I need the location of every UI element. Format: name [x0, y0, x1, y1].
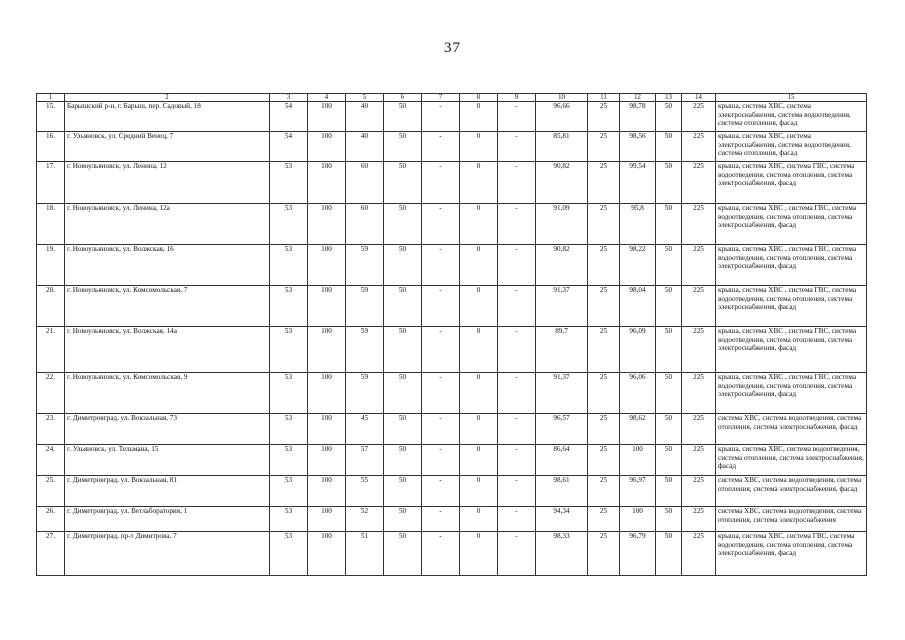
col-8-value: 0 [460, 245, 498, 286]
col-14-value: 225 [682, 286, 716, 327]
row-number: 25. [37, 476, 65, 507]
row-number: 24. [37, 445, 65, 476]
col-12-value: 98,78 [620, 102, 656, 132]
col-14-value: 225 [682, 414, 716, 445]
col-12-value: 98,04 [620, 286, 656, 327]
col-14-value: 225 [682, 162, 716, 204]
col-5-value: 57 [346, 445, 384, 476]
col-8-value: 0 [460, 327, 498, 373]
col-12-value: 99,54 [620, 162, 656, 204]
address: г. Новоульяновск, ул. Ленина, 12 [65, 162, 270, 204]
col-8-value: 0 [460, 204, 498, 245]
col-3-value: 53 [270, 286, 308, 327]
col-6-value: 50 [384, 245, 422, 286]
table-row [37, 102, 867, 132]
column-number: 5 [346, 94, 384, 102]
table-row [37, 445, 867, 476]
table-row [37, 162, 867, 204]
col-4-value: 100 [308, 245, 346, 286]
col-7-value: - [422, 373, 460, 414]
works-list: система ХВС, система водоотведения, система отопления, система электроснабжения, фасад [716, 414, 867, 445]
row-number: 22. [37, 373, 65, 414]
table-row [37, 507, 867, 532]
table-row [37, 286, 867, 327]
col-14-value: 225 [682, 476, 716, 507]
address: г. Новоульяновск, ул. Ленина, 12а [65, 204, 270, 245]
col-3-value: 53 [270, 414, 308, 445]
works-list: система ХВС, система водоотведения, система отопления, система электроснабжения [716, 507, 867, 532]
col-5-value: 60 [346, 204, 384, 245]
col-8-value: 0 [460, 414, 498, 445]
col-7-value: - [422, 102, 460, 132]
address: г. Димитровград, ул. Ветлаборатория, 1 [65, 507, 270, 532]
col-10-value: 96,57 [536, 414, 588, 445]
col-12-value: 96,97 [620, 476, 656, 507]
col-10-value: 91,09 [536, 204, 588, 245]
col-4-value: 100 [308, 445, 346, 476]
col-7-value: - [422, 507, 460, 532]
col-13-value: 50 [656, 507, 682, 532]
col-13-value: 50 [656, 132, 682, 162]
col-5-value: 59 [346, 327, 384, 373]
col-3-value: 53 [270, 445, 308, 476]
col-14-value: 225 [682, 532, 716, 576]
address: г. Новоульяновск, ул. Волжская, 16 [65, 245, 270, 286]
column-number: 15 [716, 94, 867, 102]
col-8-value: 0 [460, 162, 498, 204]
address: г. Новоульяновск, ул. Волжская, 14а [65, 327, 270, 373]
col-6-value: 50 [384, 414, 422, 445]
col-3-value: 53 [270, 507, 308, 532]
col-4-value: 100 [308, 204, 346, 245]
table-row [37, 532, 867, 576]
row-number: 23. [37, 414, 65, 445]
col-3-value: 53 [270, 373, 308, 414]
col-9-value: - [498, 373, 536, 414]
col-6-value: 50 [384, 445, 422, 476]
col-3-value: 54 [270, 132, 308, 162]
col-6-value: 50 [384, 162, 422, 204]
col-8-value: 0 [460, 132, 498, 162]
page-number: 37 [444, 40, 461, 56]
col-13-value: 50 [656, 445, 682, 476]
table-row [37, 327, 867, 373]
col-11-value: 25 [588, 286, 620, 327]
col-8-value: 0 [460, 507, 498, 532]
column-number: 10 [536, 94, 588, 102]
col-7-value: - [422, 414, 460, 445]
col-10-value: 91,37 [536, 373, 588, 414]
col-12-value: 96,09 [620, 327, 656, 373]
col-6-value: 50 [384, 373, 422, 414]
col-9-value: - [498, 204, 536, 245]
column-number: 8 [460, 94, 498, 102]
col-6-value: 50 [384, 286, 422, 327]
address: г. Димитровград, ул. Вокзальная, 73 [65, 414, 270, 445]
col-9-value: - [498, 162, 536, 204]
col-11-value: 25 [588, 373, 620, 414]
col-7-value: - [422, 532, 460, 576]
row-number: 19. [37, 245, 65, 286]
col-4-value: 100 [308, 373, 346, 414]
col-4-value: 100 [308, 327, 346, 373]
table-row [37, 414, 867, 445]
col-14-value: 225 [682, 102, 716, 132]
col-13-value: 50 [656, 476, 682, 507]
col-6-value: 50 [384, 132, 422, 162]
col-11-value: 25 [588, 476, 620, 507]
column-number: 11 [588, 94, 620, 102]
col-13-value: 50 [656, 373, 682, 414]
address: г. Димитровград, пр-т Димитрова, 7 [65, 532, 270, 576]
row-number: 16. [37, 132, 65, 162]
col-7-value: - [422, 445, 460, 476]
col-7-value: - [422, 245, 460, 286]
col-11-value: 25 [588, 132, 620, 162]
col-3-value: 53 [270, 204, 308, 245]
col-6-value: 50 [384, 476, 422, 507]
col-5-value: 59 [346, 245, 384, 286]
col-10-value: 89,7 [536, 327, 588, 373]
col-3-value: 53 [270, 162, 308, 204]
column-number: 14 [682, 94, 716, 102]
column-number: 7 [422, 94, 460, 102]
row-number: 21. [37, 327, 65, 373]
col-13-value: 50 [656, 327, 682, 373]
works-list: крыша, система ХВС, система электроснабжения, система водоотведения, система отопления, фасад [716, 132, 867, 162]
col-11-value: 25 [588, 204, 620, 245]
col-8-value: 0 [460, 373, 498, 414]
col-7-value: - [422, 286, 460, 327]
row-number: 27. [37, 532, 65, 576]
col-11-value: 25 [588, 445, 620, 476]
col-9-value: - [498, 476, 536, 507]
col-10-value: 90,82 [536, 245, 588, 286]
col-6-value: 50 [384, 532, 422, 576]
works-list: крыша, система ХВС , система ГВС, система водоотведения, система отопления, система электроснабжения, фасад [716, 245, 867, 286]
col-3-value: 53 [270, 245, 308, 286]
col-11-value: 25 [588, 507, 620, 532]
col-10-value: 86,64 [536, 445, 588, 476]
col-4-value: 100 [308, 132, 346, 162]
capital-repair-table [36, 93, 867, 576]
col-7-value: - [422, 476, 460, 507]
works-list: крыша, система ХВС , система ГВС, система водоотведения, система отопления, система электроснабжения, фасад [716, 204, 867, 245]
col-14-value: 225 [682, 132, 716, 162]
col-11-value: 25 [588, 245, 620, 286]
col-6-value: 50 [384, 102, 422, 132]
address: г. Ульяновск, ул. Тельмана, 15 [65, 445, 270, 476]
col-8-value: 0 [460, 102, 498, 132]
works-list: крыша, система ХВС , система ГВС, система водоотведения, система отопления, система электроснабжения, фасад [716, 286, 867, 327]
col-5-value: 40 [346, 132, 384, 162]
column-number: 12 [620, 94, 656, 102]
col-5-value: 60 [346, 162, 384, 204]
col-5-value: 55 [346, 476, 384, 507]
col-4-value: 100 [308, 414, 346, 445]
col-8-value: 0 [460, 445, 498, 476]
works-list: крыша, система ХВС, система ГВС, система водоотведения, система отопления, система электроснабжения, фасад [716, 532, 867, 576]
col-12-value: 96,79 [620, 532, 656, 576]
col-9-value: - [498, 507, 536, 532]
col-12-value: 100 [620, 445, 656, 476]
col-10-value: 94,34 [536, 507, 588, 532]
col-6-value: 50 [384, 327, 422, 373]
works-list: система ХВС, система водоотведения, система отопления, система электроснабжения, фасад [716, 476, 867, 507]
row-number: 18. [37, 204, 65, 245]
col-13-value: 50 [656, 532, 682, 576]
column-number: 2 [65, 94, 270, 102]
col-7-value: - [422, 204, 460, 245]
col-13-value: 50 [656, 286, 682, 327]
column-number: 6 [384, 94, 422, 102]
works-list: крыша, система ХВС, система ГВС, система водоотведения, система отопления, система электроснабжения, фасад [716, 162, 867, 204]
col-10-value: 98,61 [536, 476, 588, 507]
row-number: 20. [37, 286, 65, 327]
col-10-value: 98,33 [536, 532, 588, 576]
col-7-value: - [422, 132, 460, 162]
col-11-value: 25 [588, 162, 620, 204]
col-14-value: 225 [682, 445, 716, 476]
col-8-value: 0 [460, 532, 498, 576]
col-10-value: 90,82 [536, 162, 588, 204]
col-3-value: 54 [270, 102, 308, 132]
address: г. Новоульяновск, ул. Комсомольская, 9 [65, 373, 270, 414]
column-number: 3 [270, 94, 308, 102]
col-3-value: 53 [270, 327, 308, 373]
col-5-value: 45 [346, 414, 384, 445]
col-4-value: 100 [308, 102, 346, 132]
col-4-value: 100 [308, 162, 346, 204]
col-8-value: 0 [460, 476, 498, 507]
col-8-value: 0 [460, 286, 498, 327]
col-12-value: 96,06 [620, 373, 656, 414]
works-list: крыша, система ХВС , система ГВС, система водоотведения, система отопления, система электроснабжения, фасад [716, 327, 867, 373]
col-12-value: 100 [620, 507, 656, 532]
col-12-value: 95,8 [620, 204, 656, 245]
col-13-value: 50 [656, 245, 682, 286]
col-13-value: 50 [656, 204, 682, 245]
col-5-value: 40 [346, 102, 384, 132]
table-row [37, 132, 867, 162]
col-10-value: 91,37 [536, 286, 588, 327]
table-row [37, 204, 867, 245]
col-5-value: 59 [346, 373, 384, 414]
col-11-value: 25 [588, 414, 620, 445]
col-4-value: 100 [308, 286, 346, 327]
col-12-value: 98,22 [620, 245, 656, 286]
col-11-value: 25 [588, 532, 620, 576]
col-9-value: - [498, 132, 536, 162]
col-7-value: - [422, 327, 460, 373]
row-number: 17. [37, 162, 65, 204]
column-number: 9 [498, 94, 536, 102]
col-13-value: 50 [656, 102, 682, 132]
col-9-value: - [498, 445, 536, 476]
works-list: крыша, система ХВС, система электроснабжения, система водоотведения, система отопления, фасад [716, 102, 867, 132]
col-9-value: - [498, 414, 536, 445]
column-number: 4 [308, 94, 346, 102]
col-13-value: 50 [656, 414, 682, 445]
col-9-value: - [498, 245, 536, 286]
col-14-value: 225 [682, 204, 716, 245]
col-3-value: 53 [270, 532, 308, 576]
col-6-value: 50 [384, 204, 422, 245]
column-number: 13 [656, 94, 682, 102]
column-number-row [37, 94, 867, 102]
table-row [37, 373, 867, 414]
col-9-value: - [498, 286, 536, 327]
row-number: 26. [37, 507, 65, 532]
col-13-value: 50 [656, 162, 682, 204]
col-9-value: - [498, 327, 536, 373]
table-row [37, 245, 867, 286]
col-11-value: 25 [588, 327, 620, 373]
col-7-value: - [422, 162, 460, 204]
col-4-value: 100 [308, 476, 346, 507]
address: г. Ульяновск, ул. Средний Венец, 7 [65, 132, 270, 162]
col-9-value: - [498, 532, 536, 576]
col-12-value: 98,56 [620, 132, 656, 162]
col-9-value: - [498, 102, 536, 132]
col-11-value: 25 [588, 102, 620, 132]
col-10-value: 96,66 [536, 102, 588, 132]
col-4-value: 100 [308, 532, 346, 576]
col-14-value: 225 [682, 327, 716, 373]
works-list: крыша, система ХВС , система ГВС, система водоотведения, система отопления, система электроснабжения, фасад [716, 373, 867, 414]
address: г. Новоульяновск, ул. Комсомольская, 7 [65, 286, 270, 327]
col-14-value: 225 [682, 245, 716, 286]
col-10-value: 85,81 [536, 132, 588, 162]
col-5-value: 59 [346, 286, 384, 327]
col-4-value: 100 [308, 507, 346, 532]
col-12-value: 98,62 [620, 414, 656, 445]
works-list: крыша, система ХВС, система водоотведения, система отопления, система электроснабжения, фасад [716, 445, 867, 476]
column-number: 1 [37, 94, 65, 102]
row-number: 15. [37, 102, 65, 132]
table-row [37, 476, 867, 507]
col-5-value: 52 [346, 507, 384, 532]
col-14-value: 225 [682, 507, 716, 532]
col-3-value: 53 [270, 476, 308, 507]
col-14-value: 225 [682, 373, 716, 414]
col-6-value: 50 [384, 507, 422, 532]
address: Барышский р-н, г. Барыш, пер. Садовый, 18 [65, 102, 270, 132]
address: г. Димитровград, ул. Вокзальная, 81 [65, 476, 270, 507]
col-5-value: 51 [346, 532, 384, 576]
